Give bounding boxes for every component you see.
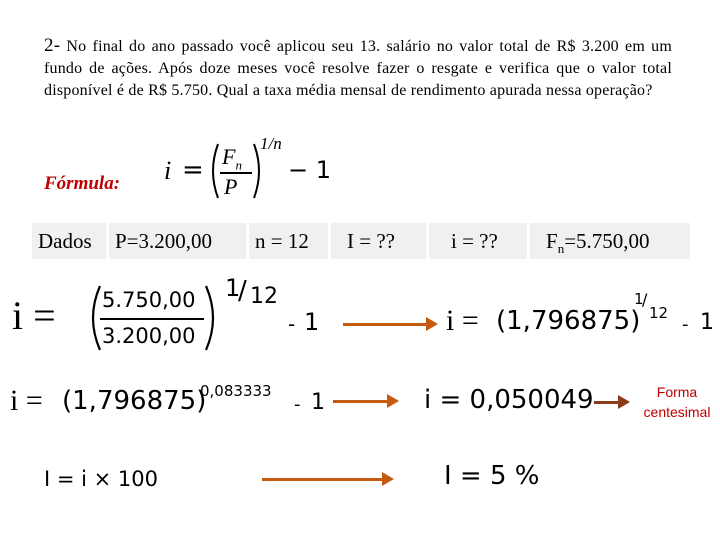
step1-arrow-head <box>426 317 438 331</box>
data-cell-fn: $F_n=5.750,00$ <box>530 223 690 259</box>
step1-lhs: i = <box>12 293 56 338</box>
data-cell-p: P=3.200,00 <box>109 223 246 259</box>
formula-equals: = <box>182 155 204 185</box>
step1-exp-slash: / <box>238 276 247 306</box>
formula-denominator: P <box>224 174 238 199</box>
step1-denominator: 3.200,00 <box>102 324 196 348</box>
step1-result-exp-den: 12 <box>649 304 669 322</box>
centesimal-note-line2: centesimal <box>643 404 711 420</box>
formula-numerator: $F_n$ <box>222 144 242 173</box>
formula-lhs: i <box>164 156 172 185</box>
data-cell-i: i = ?? <box>429 223 527 259</box>
step3-formula: I = i × 100 <box>44 467 159 491</box>
step2-expression <box>10 382 340 426</box>
centesimal-note-line1: Forma <box>656 384 698 400</box>
step1-arrow-line <box>343 323 428 326</box>
formula-label: Fórmula: <box>44 173 121 194</box>
step2-one: 1 <box>311 390 325 415</box>
step2-arrow-head <box>387 394 399 408</box>
centesimal-note <box>634 382 720 422</box>
formula-numerator-sub: n <box>235 157 242 173</box>
step2-exponent: 0,083333 <box>200 382 272 400</box>
step2-arrow-line <box>333 400 389 403</box>
data-cell-fn-sub: n <box>557 241 565 257</box>
data-cell-I: I = ?? <box>331 223 426 259</box>
formula-paren-left <box>206 142 220 200</box>
step3-result: I = 5 % <box>444 461 540 491</box>
question-number: 2- <box>44 35 61 56</box>
step1-exp-den: 12 <box>250 284 278 309</box>
step3-arrow-line <box>262 478 384 481</box>
step3-arrow-head <box>382 472 394 486</box>
question-text <box>44 35 672 102</box>
step1-numerator: 5.750,00 <box>102 288 196 312</box>
step1-fraction-bar <box>100 318 204 320</box>
step1-result <box>446 290 720 345</box>
formula-minus-one: − 1 <box>288 156 332 184</box>
step2-note-arrow-line <box>594 401 620 404</box>
data-cell-n: n = 12 <box>249 223 328 259</box>
step1-one: 1 <box>304 308 320 336</box>
general-formula <box>160 134 360 202</box>
step1-exp-num: 1 <box>225 274 241 302</box>
step2-result: i = 0,050049 <box>424 385 594 415</box>
step2-value: (1,796875) <box>62 386 207 416</box>
step2-lhs: i = <box>10 384 43 417</box>
step2-minus: - <box>294 394 301 415</box>
step2-note-arrow-head <box>618 395 630 409</box>
data-cell-label: Dados <box>32 223 106 259</box>
step1-result-exp-num: 1 <box>634 290 644 308</box>
step1-result-minus: - <box>682 314 689 335</box>
step1-result-exp-slash: / <box>642 290 648 309</box>
question-body: No final do ano passado você aplicou seu 13. salário no valor total de R$ 3.200 em um fundo de ações. Após doze meses você resolve fazer o resgate e verifica que o valor total disponível é de R$ 5.750. Qual a taxa média mensal de rendimento apurada nessa operação? <box>44 38 673 99</box>
formula-exponent: 1/n <box>260 134 282 153</box>
step1-result-value: (1,796875) <box>496 306 641 336</box>
step1-result-lhs: i = <box>446 304 479 337</box>
step1-paren-right <box>204 284 222 352</box>
step1-minus: - <box>288 312 296 336</box>
step1-expression <box>12 274 332 355</box>
step1-result-one: 1 <box>700 310 714 335</box>
